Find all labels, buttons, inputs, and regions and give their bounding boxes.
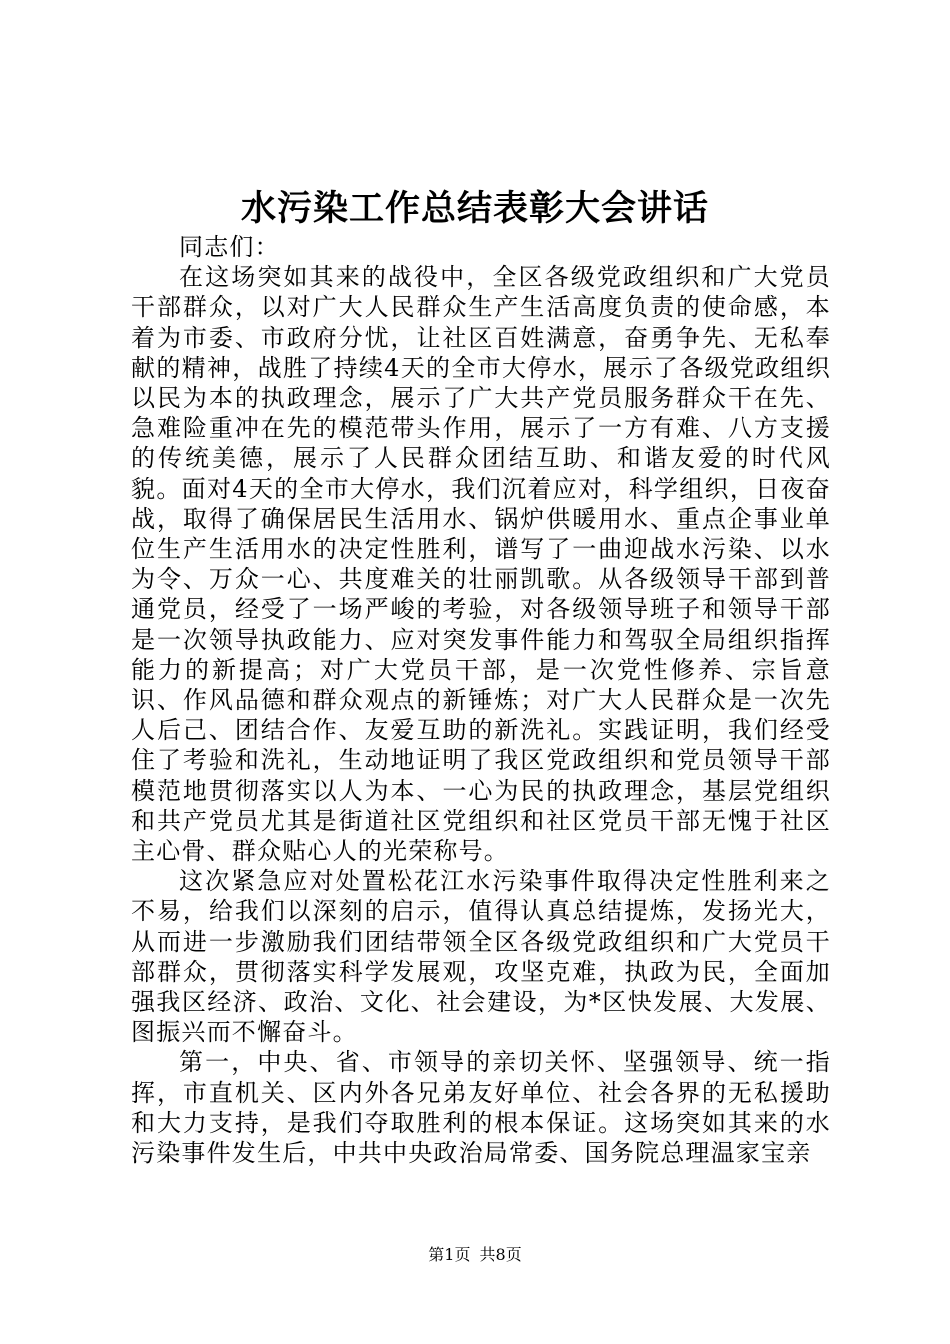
salutation: 同志们： (179, 233, 280, 261)
page-number: 第1页 (428, 1245, 471, 1264)
document-body (131, 232, 831, 1168)
paragraph-2: 这次紧急应对处置松花江水污染事件取得决定性胜利来之不易，给我们以深刻的启示，值得认真总结提炼，发扬光大，从而进一步激励我们团结带领全区各级党政组织和广大党员干部群众，贯彻落实科学发展观，攻坚克难，执政为民，全面加强我区经济、政治、文化、社会建设，为*区快发展、大发展、图振兴而不懈奋斗。 (131, 867, 831, 1047)
paragraph-1: 在这场突如其来的战役中，全区各级党政组织和广大党员干部群众，以对广大人民群众生产生活高度负责的使命感，本着为市委、市政府分忧，让社区百姓满意，奋勇争先、无私奉献的精神，战胜了持续4天的全市大停水，展示了各级党政组织以民为本的执政理念，展示了广大共产党员服务群众干在先、急难险重冲在先的模范带头作用，展示了一方有难、八方支援的传统美德，展示了人民群众团结互助、和谐友爱的时代风貌。面对4天的全市大停水，我们沉着应对，科学组织，日夜奋战，取得了确保居民生活用水、锅炉供暖用水、重点企事业单位生产生活用水的决定性胜利，谱写了一曲迎战水污染、以水为令、万众一心、共度难关的壮丽凯歌。从各级领导干部到普通党员，经受了一场严峻的考验，对各级领导班子和领导干部是一次领导执政能力、应对突发事件能力和驾驭全局组织指挥能力的新提高；对广大党员干部，是一次党性修养、宗旨意识、作风品德和群众观点的新锤炼；对广大人民群众是一次先人后己、团结合作、友爱互助的新洗礼。实践证明，我们经受住了考验和洗礼，生动地证明了我区党政组织和党员领导干部模范地贯彻落实以人为本、一心为民的执政理念，基层党组织和共产党员尤其是街道社区党组织和社区党员干部无愧于社区主心骨、群众贴心人的光荣称号。 (131, 263, 831, 866)
page-total: 共8页 (479, 1245, 522, 1264)
document-title: 水污染工作总结表彰大会讲话 (240, 188, 709, 229)
paragraph-3: 第一，中央、省、市领导的亲切关怀、坚强领导、统一指挥，市直机关、区内外各兄弟友好单位、社会各界的无私援助和大力支持，是我们夺取胜利的根本保证。这场突如其来的水污染事件发生后，中共中央政治局常委、国务院总理温家宝亲 (131, 1048, 831, 1168)
page-footer (0, 1244, 950, 1266)
